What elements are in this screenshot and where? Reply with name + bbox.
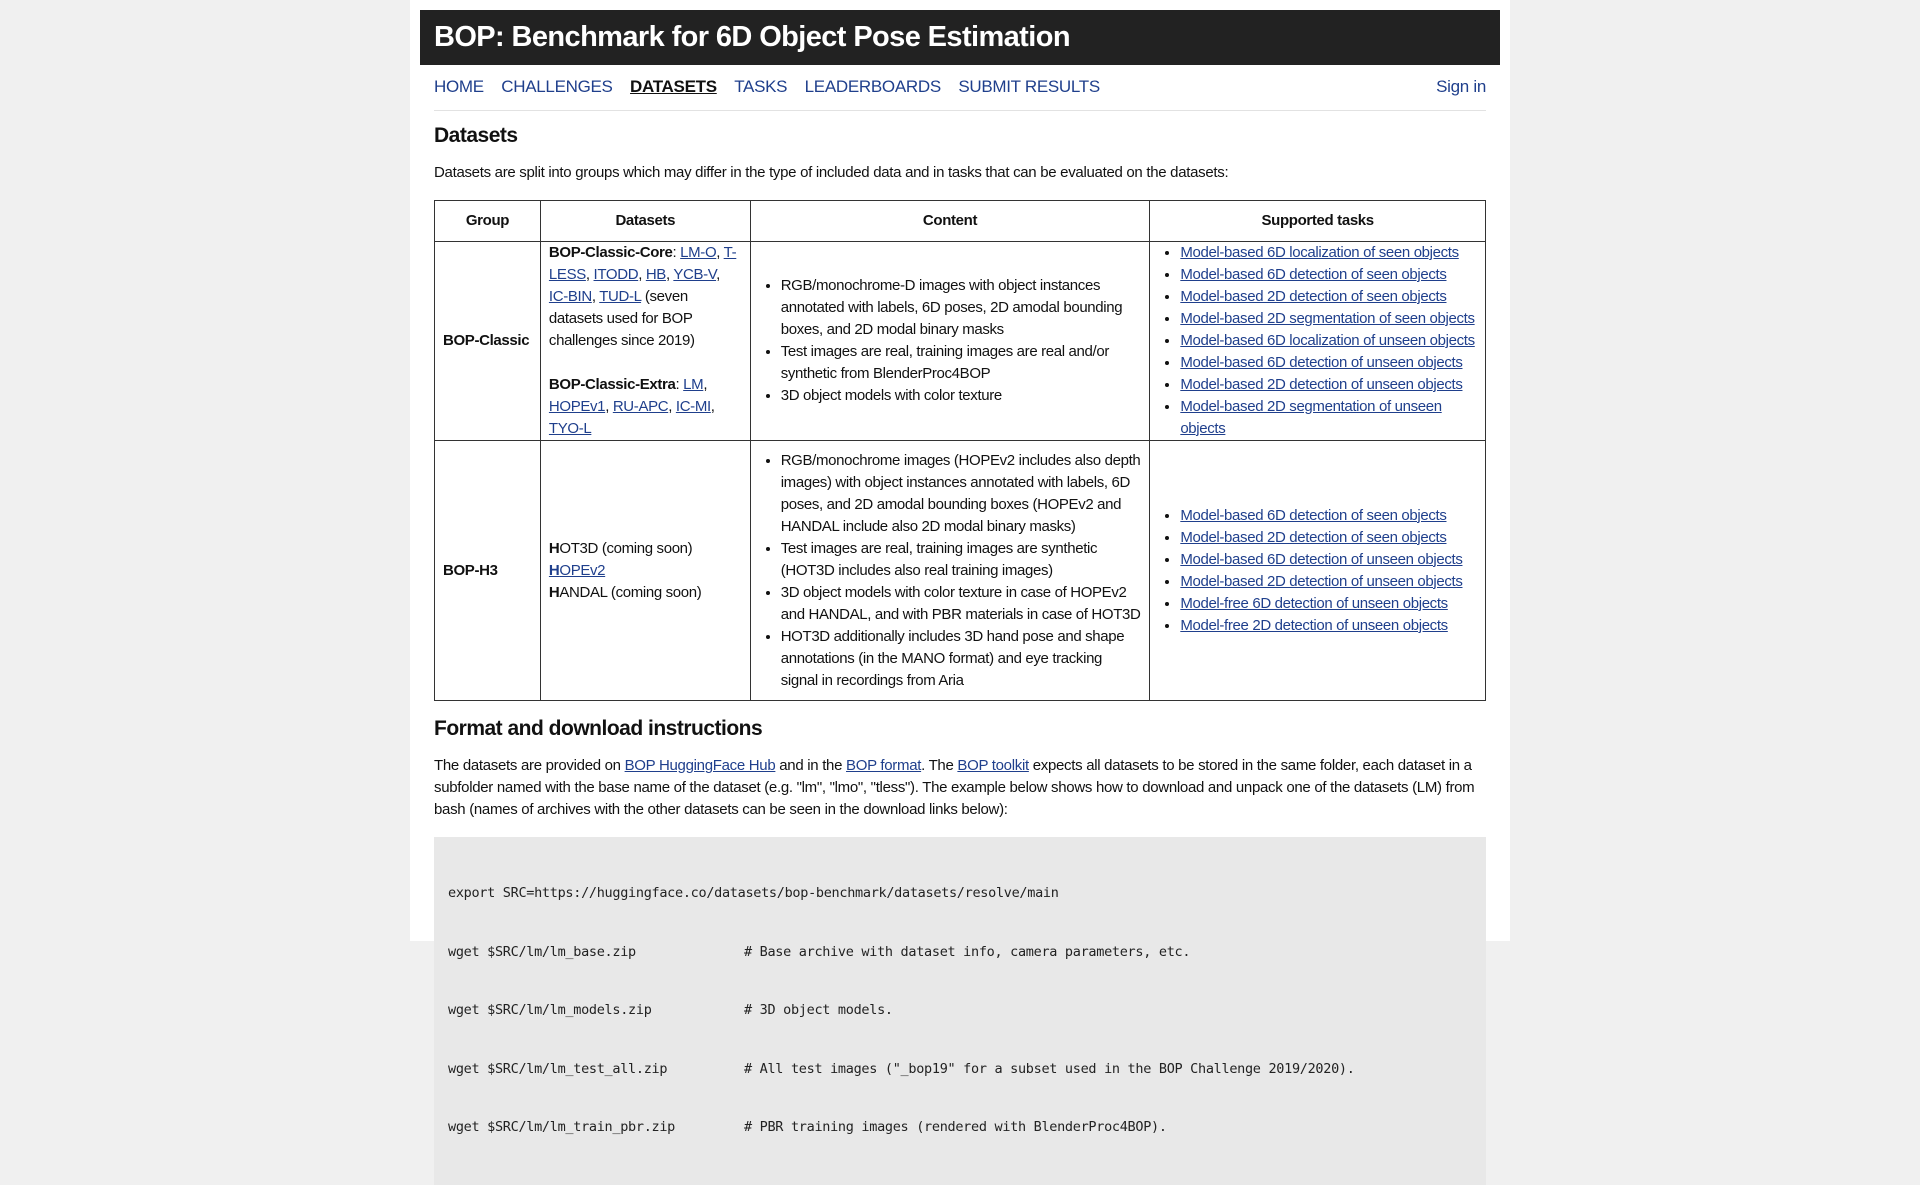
format-text-1: The datasets are provided on — [434, 757, 625, 774]
code-line — [448, 1118, 1472, 1138]
code-line — [448, 1060, 1472, 1080]
bop-format-link[interactable]: BOP format — [846, 757, 922, 774]
page — [410, 0, 1510, 1135]
format-heading: Format and download instructions — [434, 717, 763, 740]
nav-submit-results[interactable]: SUBMIT RESULTS — [958, 77, 1100, 96]
tasks-cell — [1150, 441, 1486, 701]
task-link[interactable]: Model-based 2D segmentation of seen objects — [1180, 310, 1475, 327]
tasks-cell — [1150, 242, 1486, 441]
task-link[interactable]: Model-based 6D detection of unseen objects — [1180, 354, 1463, 371]
code-comment: # 3D object models. — [744, 1002, 893, 1018]
dataset-link-ruapc[interactable]: RU-APC — [612, 398, 669, 415]
table-row — [435, 242, 1486, 441]
sign-in-link[interactable]: Sign in — [1436, 77, 1486, 96]
content-cell — [750, 242, 1150, 441]
task-link[interactable]: Model-based 2D detection of seen objects — [1180, 528, 1447, 546]
table-row — [435, 441, 1486, 701]
dataset-link-tyol[interactable]: TYO-L — [548, 420, 592, 437]
site-title: BOP: Benchmark for 6D Object Pose Estimation — [434, 21, 1070, 53]
code-command: export SRC=https://huggingface.co/datasets/bop-benchmark/datasets/resolve/main — [448, 885, 1059, 901]
task-link[interactable]: Model-based 2D detection of unseen objects — [1180, 376, 1463, 393]
format-text-3: . The — [921, 757, 958, 774]
datasets-intro: Datasets are split into groups which may differ in the type of included data and in tasks that can be evaluated on the datasets: — [434, 164, 1229, 181]
handal-initial: H — [548, 583, 560, 601]
main-content — [434, 118, 1486, 1185]
download-code-block[interactable] — [434, 837, 1486, 1185]
list-item: • Test images are real, training images are real and/or synthetic from BlenderProc4BOP — [781, 341, 1142, 385]
datasets-cell — [540, 441, 750, 701]
header-supported-tasks: Supported tasks — [1150, 201, 1486, 242]
dataset-link-hopev2[interactable] — [549, 562, 605, 579]
classic-extra-label: BOP-Classic-Extra — [548, 376, 676, 393]
nav-leaderboards[interactable]: LEADERBOARDS — [804, 77, 941, 96]
header-datasets: Datasets — [540, 201, 750, 242]
nav-challenges[interactable]: CHALLENGES — [501, 77, 613, 96]
list-item: • 3D object models with color texture in case of HOPEv2 and HANDAL, and with PBR materials in case of HOT3D — [781, 582, 1142, 626]
hot3d-label: OT3D (coming soon) — [559, 539, 693, 557]
main-nav — [434, 76, 1486, 111]
dataset-link-icbin[interactable]: IC-BIN — [548, 288, 592, 305]
code-command: wget $SRC/lm/lm_models.zip — [448, 1002, 652, 1018]
site-title-banner — [420, 10, 1500, 65]
dataset-link-tless[interactable]: T-LESS — [548, 244, 737, 283]
code-line — [448, 884, 1472, 904]
format-text-2: and in the — [775, 757, 847, 774]
code-command: wget $SRC/lm/lm_base.zip — [448, 943, 636, 960]
code-comment: # All test images ("_bop19" for a subset used in the BOP Challenge 2019/2020). — [744, 1060, 1355, 1077]
format-paragraph — [434, 755, 1486, 821]
code-command: wget $SRC/lm/lm_test_all.zip — [448, 1060, 668, 1077]
task-link[interactable]: Model-based 2D detection of seen objects — [1180, 288, 1447, 305]
nav-tasks[interactable]: TASKS — [734, 77, 788, 96]
classic-core-note: (seven datasets used for BOP challenges since 2019) — [548, 288, 695, 349]
group-cell: BOP-Classic — [435, 242, 541, 441]
classic-core-label: BOP-Classic-Core — [548, 244, 673, 261]
table-header-row — [435, 201, 1486, 242]
dataset-link-lmo[interactable]: LM-O — [680, 244, 717, 261]
list-item: • Test images are real, training images are synthetic (HOT3D includes also real training images) — [781, 538, 1142, 582]
content-cell — [750, 441, 1150, 701]
group-cell: BOP-H3 — [435, 441, 541, 701]
task-link[interactable]: Model-based 6D localization of unseen objects — [1180, 332, 1475, 349]
task-link[interactable]: Model-free 6D detection of unseen objects — [1180, 594, 1448, 612]
code-comment: # Base archive with dataset info, camera parameters, etc. — [744, 943, 1191, 960]
dataset-link-ycbv[interactable]: YCB-V — [673, 266, 717, 283]
bop-toolkit-link[interactable]: BOP toolkit — [957, 757, 1029, 774]
list-item: • RGB/monochrome-D images with object instances annotated with labels, 6D poses, 2D amodal bounding boxes, and 2D modal binary masks — [781, 275, 1142, 341]
dataset-link-lm[interactable]: LM — [683, 376, 704, 393]
task-link[interactable]: Model-free 2D detection of unseen objects — [1180, 616, 1448, 634]
dataset-link-itodd[interactable]: ITODD — [593, 266, 639, 283]
hot3d-initial: H — [548, 539, 560, 557]
list-item: • HOT3D additionally includes 3D hand pose and shape annotations (in the MANO format) and eye tracking signal in recordings from Aria — [781, 626, 1142, 692]
task-link[interactable]: Model-based 6D detection of unseen objects — [1180, 550, 1463, 568]
header-content: Content — [750, 201, 1150, 242]
list-item: • RGB/monochrome images (HOPEv2 includes also depth images) with object instances annotated with labels, 6D poses, and 2D amodal bounding boxes (HOPEv2 and HANDAL include also 2D modal binary masks) — [781, 450, 1142, 538]
dataset-link-hb[interactable]: HB — [645, 266, 666, 283]
header-group: Group — [435, 201, 541, 242]
hopev2-label: OPEv2 — [559, 561, 606, 579]
code-line — [448, 943, 1472, 963]
task-link[interactable]: Model-based 2D detection of unseen objects — [1180, 572, 1463, 590]
list-item: • 3D object models with color texture — [781, 385, 1142, 407]
datasets-cell: BOP-Classic-Core: LM-O, T-LESS, ITODD, HB, YCB-V, IC-BIN, TUD-L (seven datasets used for BOP challenges since 2019) BOP-Classic-Extra: LM, HOPEv1, RU-APC, IC-MI, TYO-L — [540, 242, 750, 441]
hopev2-initial: H — [548, 561, 560, 579]
code-line — [448, 1001, 1472, 1021]
task-link[interactable]: Model-based 6D detection of seen objects — [1180, 266, 1447, 283]
nav-home[interactable]: HOME — [434, 77, 484, 96]
datasets-heading: Datasets — [434, 124, 518, 147]
task-link[interactable]: Model-based 6D localization of seen objects — [1180, 244, 1459, 261]
task-link[interactable]: Model-based 2D segmentation of unseen objects — [1180, 398, 1442, 437]
nav-datasets[interactable]: DATASETS — [630, 77, 717, 96]
format-text-4: expects all datasets to be stored in the same folder, each dataset in a subfolder named with the base name of the dataset (e.g. "lm", "lmo", "tless"). The example below shows how to download and unpack one of the datasets (LM) from bash (names of archives with the other datasets can be seen in the download links below): — [434, 757, 1475, 818]
bop-huggingface-hub-link[interactable]: BOP HuggingFace Hub — [624, 757, 776, 774]
handal-label: ANDAL (coming soon) — [559, 583, 702, 601]
dataset-link-icmi[interactable]: IC-MI — [675, 398, 711, 415]
datasets-table — [434, 200, 1486, 701]
code-command: wget $SRC/lm/lm_train_pbr.zip — [448, 1119, 676, 1135]
dataset-link-tudl[interactable]: TUD-L — [599, 288, 642, 305]
dataset-link-hopev1[interactable]: HOPEv1 — [548, 398, 606, 415]
code-comment: # PBR training images (rendered with BlenderProc4BOP). — [744, 1119, 1167, 1135]
task-link[interactable]: Model-based 6D detection of seen objects — [1180, 506, 1447, 524]
